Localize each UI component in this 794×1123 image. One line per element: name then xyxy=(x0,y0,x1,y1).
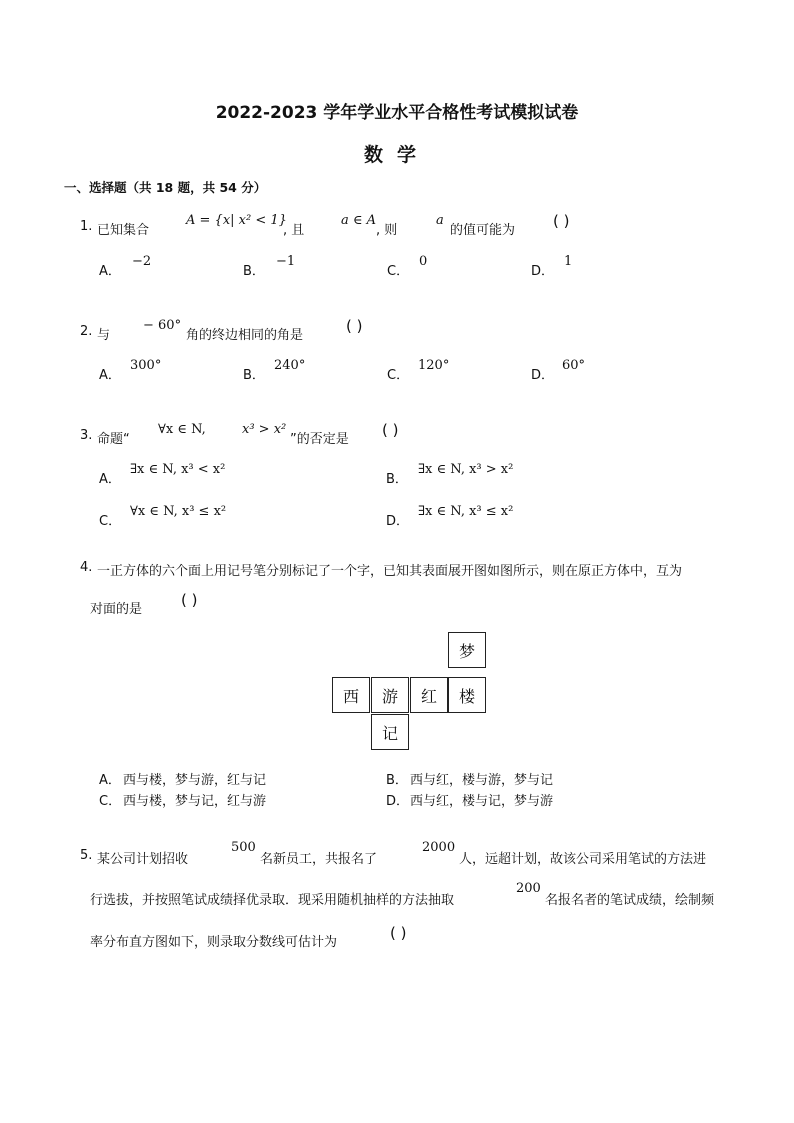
question-text: 角的终边相同的角是 xyxy=(186,328,304,343)
math-expression: ∀x ∈ N, xyxy=(158,422,206,437)
net-cell: 记 xyxy=(371,714,409,750)
question-text: 已知集合 xyxy=(97,223,150,238)
option-value: 西与楼，梦与记，红与游 xyxy=(123,794,267,809)
answer-parentheses: ( ) xyxy=(390,924,407,942)
option-value: 0 xyxy=(419,254,428,269)
math-expression: − 60° xyxy=(143,318,182,333)
number-value: 200 xyxy=(516,881,541,896)
net-cell: 游 xyxy=(371,677,409,713)
option-label: B． xyxy=(386,472,408,487)
question-text: 一正方体的六个面上用记号笔分别标记了一个字，已知其表面展开图如图所示，则在原正方体中，互为 xyxy=(97,564,683,579)
option-label: B． xyxy=(243,264,265,279)
option-value: −2 xyxy=(132,254,152,269)
answer-parentheses: ( ) xyxy=(382,421,399,439)
net-cell: 梦 xyxy=(448,632,486,668)
option-value: −1 xyxy=(276,254,296,269)
option-value: ∀x ∈ N, x³ ≤ x² xyxy=(130,504,227,519)
option-label: C． xyxy=(99,794,122,809)
option-label: B． xyxy=(386,773,408,788)
option-label: A． xyxy=(99,368,121,383)
question-text: 人，远超计划，故该公司采用笔试的方法进 xyxy=(459,852,707,867)
option-label: D． xyxy=(386,794,410,809)
net-cell: 红 xyxy=(410,677,448,713)
exam-title: 2022-2023 学年学业水平合格性考试模拟试卷 xyxy=(215,103,579,123)
net-cell: 楼 xyxy=(448,677,486,713)
option-value: 西与红，楼与游，梦与记 xyxy=(410,773,554,788)
option-label: C． xyxy=(99,514,122,529)
question-number: 4. xyxy=(80,560,93,575)
option-label: A． xyxy=(99,264,121,279)
question-number: 1. xyxy=(80,219,93,234)
option-label: D． xyxy=(386,514,410,529)
option-value: 300° xyxy=(130,358,162,373)
number-value: 500 xyxy=(231,840,256,855)
question-text: 名新员工，共报名了 xyxy=(260,852,378,867)
option-value: ∃x ∈ N, x³ < x² xyxy=(130,462,226,477)
answer-parentheses: ( ) xyxy=(346,317,363,335)
section-heading: 一、选择题（共 18 题，共 54 分） xyxy=(64,180,267,195)
option-label: B． xyxy=(243,368,265,383)
option-value: ∃x ∈ N, x³ ≤ x² xyxy=(418,504,514,519)
net-cell: 西 xyxy=(332,677,370,713)
option-value: 240° xyxy=(274,358,306,373)
math-expression: a xyxy=(436,213,444,228)
question-number: 5. xyxy=(80,848,93,863)
option-value: 60° xyxy=(562,358,586,373)
option-label: C． xyxy=(387,264,410,279)
option-label: D． xyxy=(531,368,555,383)
option-label: D． xyxy=(531,264,555,279)
question-text: 某公司计划招收 xyxy=(97,852,189,867)
number-value: 2000 xyxy=(422,840,456,855)
question-number: 2. xyxy=(80,324,93,339)
question-text: 率分布直方图如下，则录取分数线可估计为 xyxy=(90,935,338,950)
math-expression: a ∈ A xyxy=(341,213,377,228)
answer-parentheses: ( ) xyxy=(553,212,570,230)
option-value: ∃x ∈ N, x³ > x² xyxy=(418,462,514,477)
subject-title: 数学 xyxy=(363,144,430,166)
question-number: 3. xyxy=(80,428,93,443)
option-label: A． xyxy=(99,472,121,487)
question-text: 与 xyxy=(97,328,111,343)
question-text: ”的否定是 xyxy=(290,432,349,447)
question-text: 对面的是 xyxy=(90,602,143,617)
math-expression: A = {x| x² < 1} xyxy=(186,213,287,228)
question-text: 命题“ xyxy=(97,432,130,447)
option-value: 120° xyxy=(418,358,450,373)
option-value: 1 xyxy=(564,254,573,269)
question-text: 行选拔，并按照笔试成绩择优录取．现采用随机抽样的方法抽取 xyxy=(90,893,455,908)
answer-parentheses: ( ) xyxy=(181,591,198,609)
question-text: , 则 xyxy=(376,223,398,238)
option-value: 西与楼，梦与游，红与记 xyxy=(123,773,267,788)
option-value: 西与红，楼与记，梦与游 xyxy=(410,794,554,809)
question-text: 的值可能为 xyxy=(450,223,516,238)
question-text: 名报名者的笔试成绩，绘制频 xyxy=(545,893,715,908)
question-text: , 且 xyxy=(283,223,305,238)
option-label: A． xyxy=(99,773,121,788)
option-label: C． xyxy=(387,368,410,383)
math-expression: x³ > x² xyxy=(242,422,287,437)
